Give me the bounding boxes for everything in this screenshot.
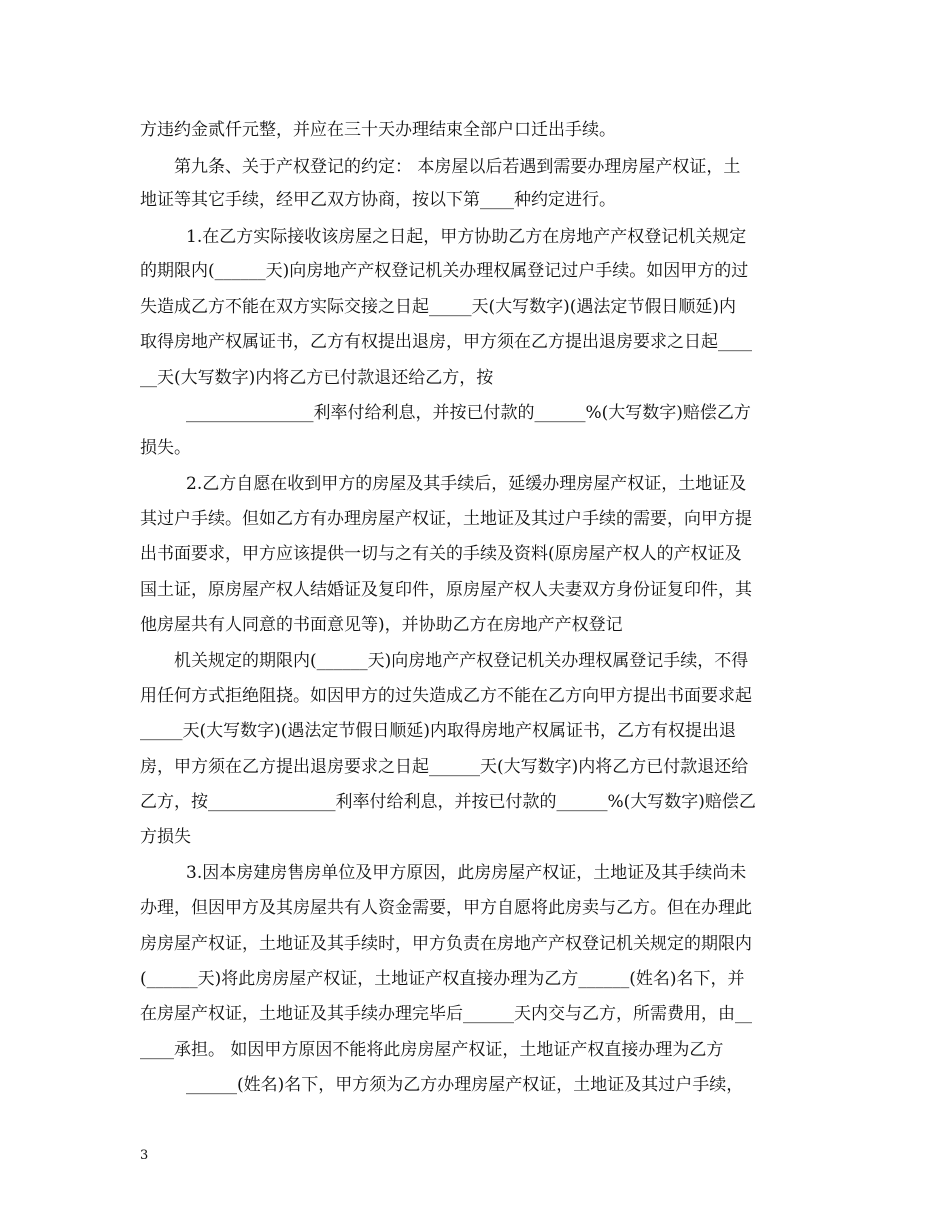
text-line: __天(大写数字)内将乙方已付款退还给乙方，按 [140,368,494,388]
text-line: 2.乙方自愿在收到甲方的房屋及其手续后，延缓办理房屋产权证，土地证及 [186,474,747,494]
text-line: 其过户手续。但如乙方有办理房屋产权证，土地证及其过户手续的需要，向甲方提 [140,509,752,529]
text-line: 机关规定的期限内(______天)向房地产产权登记机关办理权属登记手续，不得 [174,651,749,671]
text-line: (______天)将此房房屋产权证，土地证产权直接办理为乙方______(姓名)名下，并 [140,969,745,989]
text-line: ______(姓名)名下，甲方须为乙方办理房屋产权证，土地证及其过户手续， [186,1075,744,1095]
text-line: 3.因本房建房售房单位及甲方原因，此房房屋产权证，土地证及其手续尚未 [186,863,747,883]
text-line: 办理，但因甲方及其房屋共有人资金需要，甲方自愿将此房卖与乙方。但在办理此 [140,898,752,918]
text-line: 的期限内(______天)向房地产产权登记机关办理权属登记过户手续。如因甲方的过 [140,261,749,281]
text-line: _____天(大写数字)(遇法定节假日顺延)内取得房地产权属证书，乙方有权提出退 [140,721,737,741]
text-line: 国土证，原房屋产权人结婚证及复印件，原房屋产权人夫妻双方身份证复印件，其 [140,580,752,600]
text-line: 方损失 [140,827,191,847]
text-line: 乙方，按_______________利率付给利息，并按已付款的______%(大写数字)赔偿乙 [140,792,756,812]
text-line: 用任何方式拒绝阻挠。如因甲方的过失造成乙方不能在乙方向甲方提出书面要求起 [140,686,752,706]
text-line: ____承担。 如因甲方原因不能将此房房屋产权证，土地证产权直接办理为乙方 [140,1040,724,1060]
text-line: 1.在乙方实际接收该房屋之日起，甲方协助乙方在房地产产权登记机关规定 [186,227,747,247]
text-line: 出书面要求，甲方应该提供一切与之有关的手续及资料(原房屋产权人的产权证及 [140,544,742,564]
text-line: 地证等其它手续，经甲乙双方协商，按以下第____种约定进行。 [140,190,616,210]
text-line: 他房屋共有人同意的书面意见等)，并协助乙方在房地产产权登记 [140,615,623,635]
text-line: 房，甲方须在乙方提出退房要求之日起______天(大写数字)内将乙方已付款退还给 [140,757,749,777]
text-line: 在房屋产权证，土地证及其手续办理完毕后______天内交与乙方，所需费用，由__ [140,1004,752,1024]
text-line: 方违约金贰仟元整，并应在三十天办理结束全部户口迁出手续。 [140,120,616,140]
text-line: 损失。 [140,438,191,458]
text-line: 取得房地产权属证书，乙方有权提出退房，甲方须在乙方提出退房要求之日起____ [140,332,752,352]
page-number: 3 [140,1148,149,1163]
text-line: _______________利率付给利息，并按已付款的______%(大写数字)赔偿乙方 [186,403,751,423]
text-line: 房房屋产权证，土地证及其手续时，甲方负责在房地产产权登记机关规定的期限内 [140,934,752,954]
text-line: 失造成乙方不能在双方实际交接之日起_____天(大写数字)(遇法定节假日顺延)内 [140,297,737,317]
text-line: 第九条、关于产权登记的约定： 本房屋以后若遇到需要办理房屋产权证，土 [174,157,741,177]
